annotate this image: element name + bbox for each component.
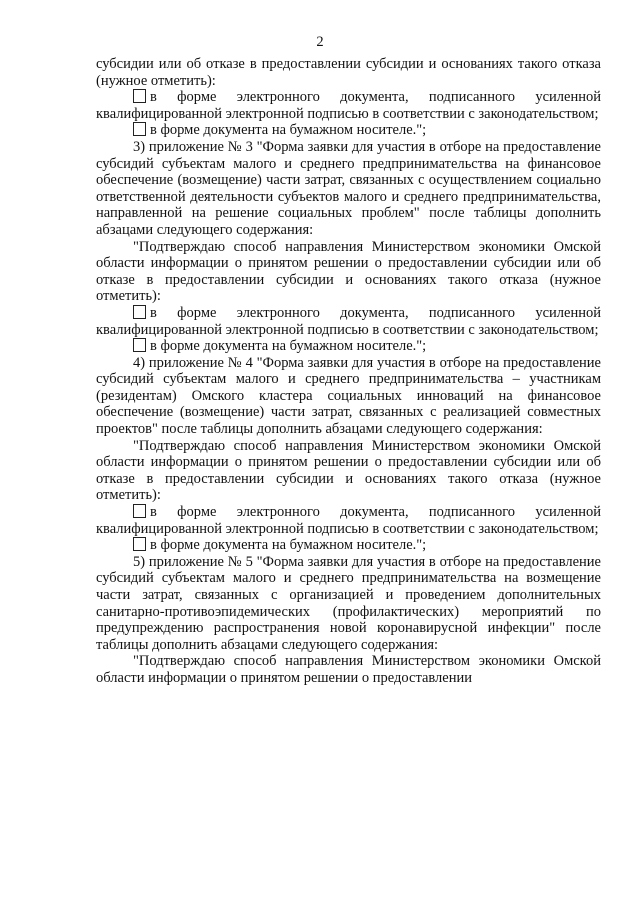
checkbox[interactable] [133, 305, 146, 319]
option-paper [96, 338, 601, 355]
checkbox[interactable] [133, 89, 146, 103]
paragraph: 5) приложение № 5 "Форма заявки для участия в отборе на предоставление субсидий субъектам малого и среднего предпринимательства на возмещение части затрат, связанных с организацией и проведением дополнительных санитарно-противоэпидемических (профилактических) мероприятий по предупреждению распространения новой коронавирусной инфекции" после таблицы дополнить абзацами следующего содержания: [96, 553, 601, 653]
option-label: в форме электронного документа, подписанного усиленной квалифицированной электронной подписью в соответствии с законодательством; [96, 504, 601, 537]
checkbox[interactable] [133, 122, 146, 136]
option-label: в форме электронного документа, подписанного усиленной квалифицированной электронной подписью в соответствии с законодательством; [96, 89, 601, 122]
paragraph: "Подтверждаю способ направления Министерством экономики Омской области информации о принятом решении о предоставлении [96, 653, 601, 686]
paragraph: 4) приложение № 4 "Форма заявки для участия в отборе на предоставление субсидий субъектам малого и среднего предпринимательства – участникам (резидентам) Омского кластера социальных инноваций на финансовое обеспечение (возмещение) части затрат, связанных с реализацией совместных проектов" после таблицы дополнить абзацами следующего содержания: [96, 354, 601, 438]
checkbox[interactable] [133, 504, 146, 518]
option-label: в форме документа на бумажном носителе."; [150, 537, 427, 554]
option-paper [96, 122, 601, 139]
option-electronic [96, 504, 601, 537]
paragraph: "Подтверждаю способ направления Министерством экономики Омской области информации о принятом решении о предоставлении субсидии или об отказе в предоставлении субсидии и основаниях такого отказа (нужное отметить): [96, 238, 601, 305]
option-label: в форме документа на бумажном носителе."; [150, 338, 427, 355]
option-label: в форме электронного документа, подписанного усиленной квалифицированной электронной подписью в соответствии с законодательством; [96, 304, 601, 338]
checkbox[interactable] [133, 537, 146, 551]
option-paper [96, 537, 601, 554]
page-number: 2 [316, 34, 324, 50]
paragraph: "Подтверждаю способ направления Министерством экономики Омской области информации о принятом решении о предоставлении субсидии или об отказе в предоставлении субсидии и основаниях такого отказа (нужное отметить): [96, 437, 601, 504]
option-electronic [96, 305, 601, 338]
document-body [96, 56, 601, 687]
checkbox[interactable] [133, 338, 146, 352]
paragraph: субсидии или об отказе в предоставлении субсидии и основаниях такого отказа (нужное отметить): [96, 56, 601, 89]
option-electronic [96, 89, 601, 122]
paragraph: 3) приложение № 3 "Форма заявки для участия в отборе на предоставление субсидий субъектам малого и среднего предпринимательства на финансовое обеспечение (возмещение) части затрат, связанных с осуществлением социально ответственной деятельности субъектов малого и среднего предпринимательства, направленной на решение социальных проблем" после таблицы дополнить абзацами следующего содержания: [96, 138, 601, 238]
option-label: в форме документа на бумажном носителе."; [150, 122, 427, 139]
